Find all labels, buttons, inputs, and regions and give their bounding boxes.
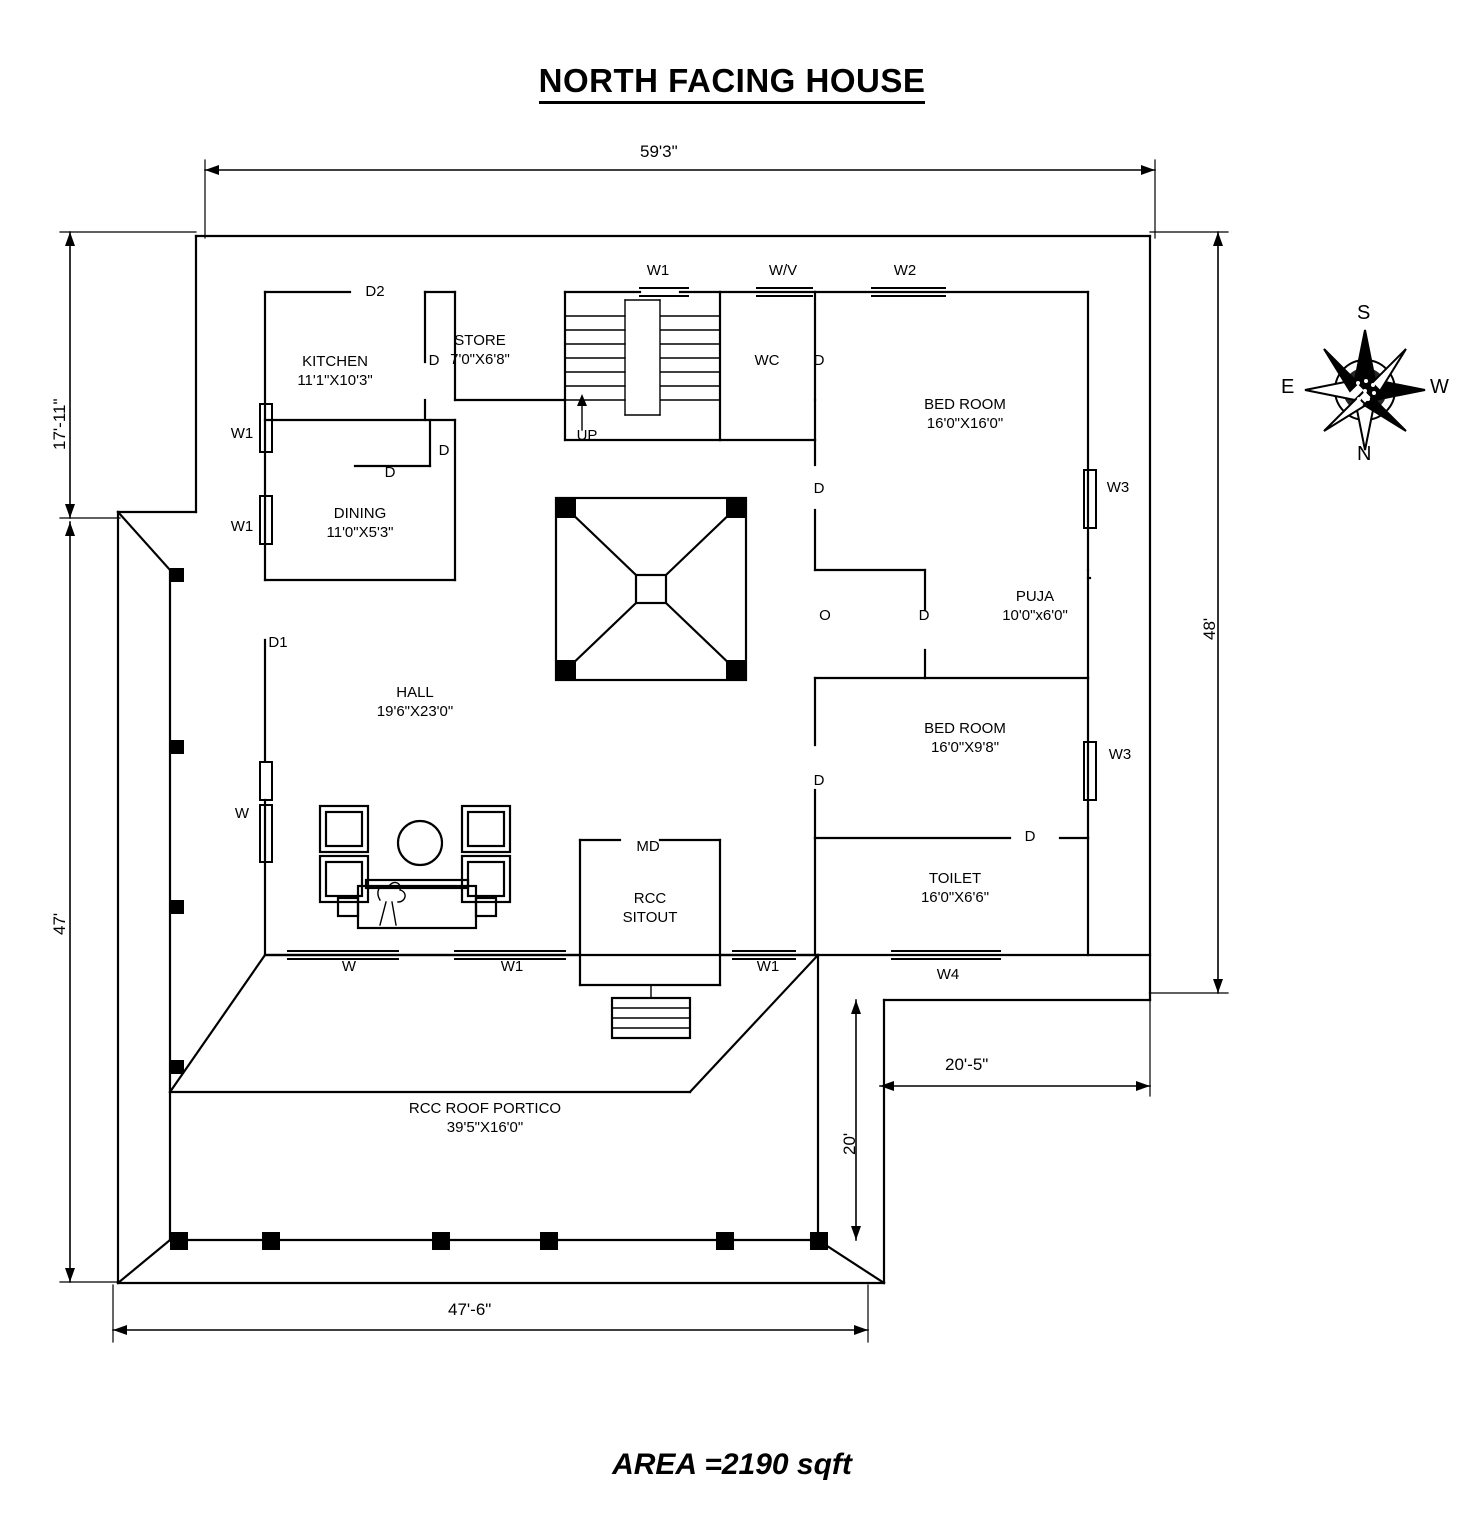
open-space-label: O bbox=[819, 607, 831, 624]
door-label-d-bed2: D bbox=[813, 772, 825, 789]
bedroom1-name: BED ROOM bbox=[924, 396, 1006, 413]
kitchen-name: KITCHEN bbox=[302, 353, 368, 370]
toilet-name: TOILET bbox=[928, 870, 982, 887]
hall-size: 19'6"X23'0" bbox=[376, 702, 454, 720]
door-label-d2: D2 bbox=[365, 283, 385, 300]
window-label-w1-dining: W1 bbox=[230, 518, 254, 535]
room-label-toilet bbox=[865, 870, 1045, 908]
door-label-d-bed1: D bbox=[813, 480, 825, 497]
window-label-w3-top: W3 bbox=[1106, 479, 1130, 496]
door-label-d1: D1 bbox=[268, 634, 288, 651]
window-label-w3-bottom: W3 bbox=[1108, 746, 1132, 763]
window-label-w-hall-bottom: W bbox=[341, 958, 357, 975]
door-label-d-dining-a: D bbox=[384, 464, 396, 481]
window-label-w1-kitchen: W1 bbox=[230, 425, 254, 442]
room-label-bedroom-1 bbox=[875, 396, 1055, 434]
window-label-w1-sitout: W1 bbox=[756, 958, 780, 975]
room-label-wc: WC bbox=[754, 352, 780, 369]
window-label-w-hall-left: W bbox=[234, 805, 250, 822]
compass-label-top: S bbox=[1357, 302, 1371, 324]
portico-size: 39'5"X16'0" bbox=[446, 1118, 524, 1136]
door-label-d-toilet: D bbox=[1024, 828, 1036, 845]
dimension-right-height: 48' bbox=[1200, 617, 1219, 640]
window-label-wv: W/V bbox=[768, 262, 798, 279]
store-name: STORE bbox=[454, 332, 506, 349]
stair-up-label: UP bbox=[576, 427, 598, 444]
dimension-left-lower: 47' bbox=[50, 912, 69, 935]
door-label-d-wc: D bbox=[813, 352, 825, 369]
room-label-bedroom-2 bbox=[875, 720, 1055, 758]
window-label-w1-stair: W1 bbox=[646, 262, 670, 279]
room-label-dining bbox=[275, 505, 445, 543]
door-label-d-store: D bbox=[428, 352, 440, 369]
compass-label-right: W bbox=[1430, 376, 1449, 398]
dimension-top-width: 59'3" bbox=[640, 142, 678, 161]
store-size: 7'0"X6'8" bbox=[450, 350, 510, 368]
puja-name: PUJA bbox=[1015, 588, 1055, 605]
dimension-portico-height: 20' bbox=[840, 1132, 859, 1155]
kitchen-size: 11'1"X10'3" bbox=[297, 371, 373, 389]
bedroom2-name: BED ROOM bbox=[924, 720, 1006, 737]
area-label: AREA =2190 sqft bbox=[612, 1448, 852, 1481]
sitout-line-2: SITOUT bbox=[622, 908, 678, 926]
window-label-w4: W4 bbox=[936, 966, 960, 983]
window-label-w2: W2 bbox=[893, 262, 917, 279]
compass-label-bottom: N bbox=[1357, 443, 1372, 465]
sitout-line-1: RCC bbox=[633, 890, 667, 907]
room-label-puja bbox=[960, 588, 1110, 626]
door-label-d-dining-b: D bbox=[438, 442, 450, 459]
bedroom1-size: 16'0"X16'0" bbox=[926, 414, 1004, 432]
room-label-portico bbox=[345, 1100, 625, 1138]
dimension-bottom-width: 47'-6" bbox=[448, 1300, 492, 1319]
dimension-left-upper: 17'-11" bbox=[50, 398, 69, 450]
portico-name: RCC ROOF PORTICO bbox=[408, 1100, 562, 1117]
compass-label-left: E bbox=[1281, 376, 1295, 398]
puja-size: 10'0"x6'0" bbox=[1002, 606, 1068, 624]
page-title: NORTH FACING HOUSE bbox=[0, 62, 1464, 100]
bedroom2-size: 16'0"X9'8" bbox=[930, 738, 1000, 756]
door-label-d-puja: D bbox=[918, 607, 930, 624]
toilet-size: 16'0"X6'6" bbox=[920, 888, 990, 906]
dimension-portico-offset: 20'-5" bbox=[945, 1055, 989, 1074]
hall-name: HALL bbox=[396, 684, 434, 701]
dining-size: 11'0"X5'3" bbox=[326, 523, 394, 541]
room-label-kitchen bbox=[250, 353, 420, 391]
window-label-w1-hall-bottom: W1 bbox=[500, 958, 524, 975]
room-label-rcc-sitout bbox=[600, 890, 700, 928]
door-label-md: MD bbox=[636, 838, 660, 855]
room-label-hall bbox=[330, 684, 500, 722]
dining-name: DINING bbox=[333, 505, 387, 522]
